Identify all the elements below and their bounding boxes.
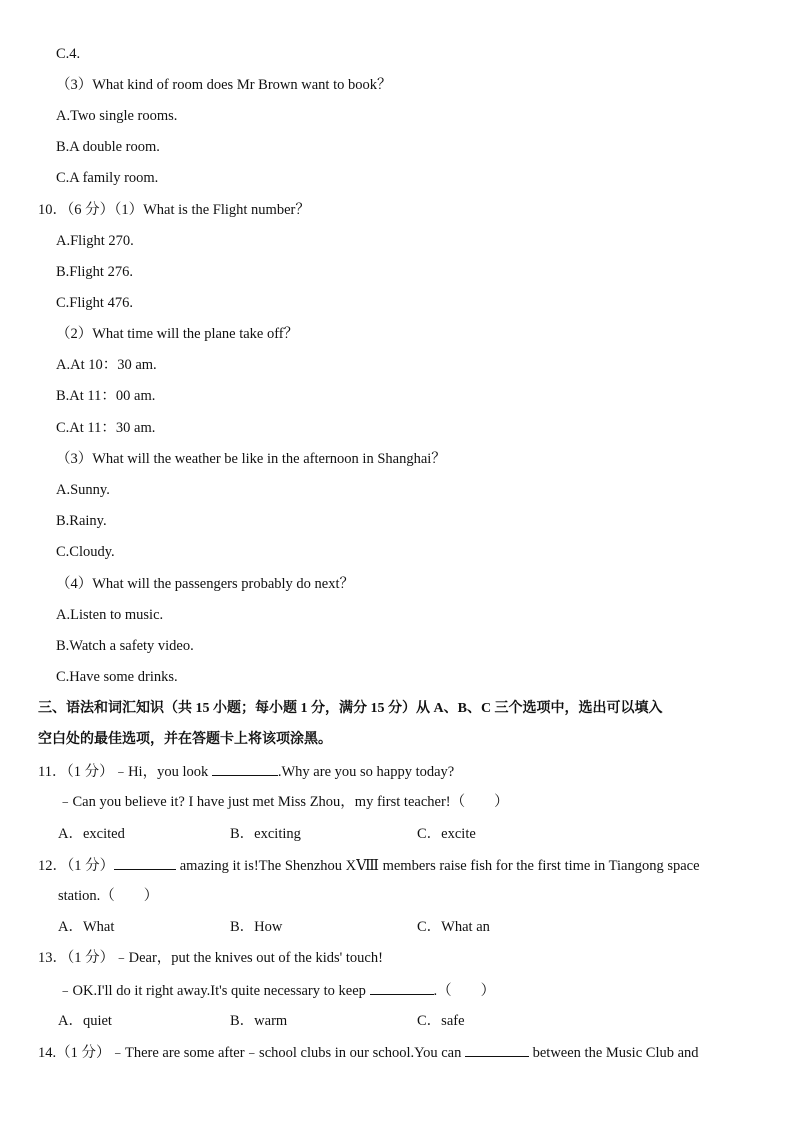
q11-response: ﹣Can you believe it? I have just met Miss Zhou，my first teacher!（ ） (58, 794, 509, 810)
q10-sub1-option-c: C.Flight 476. (56, 295, 133, 311)
q9-sub3-option-c: C.A family room. (56, 170, 159, 186)
q14-question (38, 1042, 699, 1063)
q9-sub3-option-a: A.Two single rooms. (56, 108, 178, 124)
q10-heading: 10．（6 分）（1）What is the Flight number？ (38, 202, 310, 218)
q10-sub4-question: （4）What will the passengers probably do next？ (56, 576, 354, 592)
q11-text-pre: 11．（1 分）﹣Hi，you look (38, 764, 212, 780)
q10-sub2-option-b: B.At 11：00 am. (56, 388, 156, 404)
section3-heading-line2: 空白处的最佳选项，并在答题卡上将该项涂黑。 (38, 732, 332, 747)
section3-heading-line1: 三、语法和词汇知识（共 15 小题；每小题 1 分，满分 15 分）从 A、B、C 三个选项中，选出可以填入 (38, 701, 663, 716)
q12-question (38, 855, 700, 876)
q11-text-post: .Why are you so happy today? (277, 764, 455, 780)
q10-sub3-option-b: B.Rainy. (56, 513, 107, 529)
q9-sub3-option-b: B.A double room. (56, 139, 160, 155)
q10-sub3-question: （3）What will the weather be like in the afternoon in Shanghai？ (56, 451, 446, 467)
q12-blank (114, 855, 176, 870)
q10-sub1-option-b: B.Flight 276. (56, 264, 133, 280)
q14-text-post: between the Music Club and (529, 1045, 699, 1061)
q13-text-post: .（ ） (433, 983, 496, 999)
q10-sub4-option-c: C.Have some drinks. (56, 669, 178, 685)
q13-question: 13．（1 分）﹣Dear，put the knives out of the kids' touch! (38, 950, 383, 966)
q13-option-c: C．safe (417, 1013, 465, 1029)
q13-text-pre: ﹣OK.I'll do it right away.It's quite necessary to keep (58, 983, 370, 999)
q9-sub3-question: （3）What kind of room does Mr Brown want to book？ (56, 77, 392, 93)
q10-sub3-option-c: C.Cloudy. (56, 544, 115, 560)
q11-blank (212, 761, 278, 776)
q13-response (58, 980, 495, 1001)
q12-option-b: B．How (230, 919, 283, 935)
q10-sub2-option-a: A.At 10：30 am. (56, 357, 157, 373)
q11-question (38, 761, 454, 782)
q9-option-c: C.4. (56, 46, 81, 62)
q12-text-post: amazing it is!The Shenzhou XⅧ members raise fish for the first time in Tiangong space (176, 858, 700, 874)
q13-option-b: B．warm (230, 1013, 288, 1029)
q11-option-b: B．exciting (230, 826, 301, 842)
q14-blank (465, 1042, 529, 1057)
q10-sub2-option-c: C.At 11：30 am. (56, 420, 156, 436)
q12-option-a: A．What (58, 919, 115, 935)
q10-sub4-option-b: B.Watch a safety video. (56, 638, 194, 654)
q11-option-a: A．excited (58, 826, 125, 842)
q12-option-c: C．What an (417, 919, 490, 935)
q14-text-pre: 14.（1 分）﹣There are some after﹣school clubs in our school.You can (38, 1045, 465, 1061)
q10-sub4-option-a: A.Listen to music. (56, 607, 164, 623)
q12-text-pre: 12．（1 分） (38, 858, 115, 874)
q10-sub1-option-a: A.Flight 270. (56, 233, 134, 249)
q10-sub2-question: （2）What time will the plane take off？ (56, 326, 299, 342)
q13-blank (370, 980, 434, 995)
q11-option-c: C．excite (417, 826, 476, 842)
q12-question-cont: station.（ ） (58, 888, 159, 904)
q10-sub3-option-a: A.Sunny. (56, 482, 110, 498)
q13-option-a: A．quiet (58, 1013, 112, 1029)
